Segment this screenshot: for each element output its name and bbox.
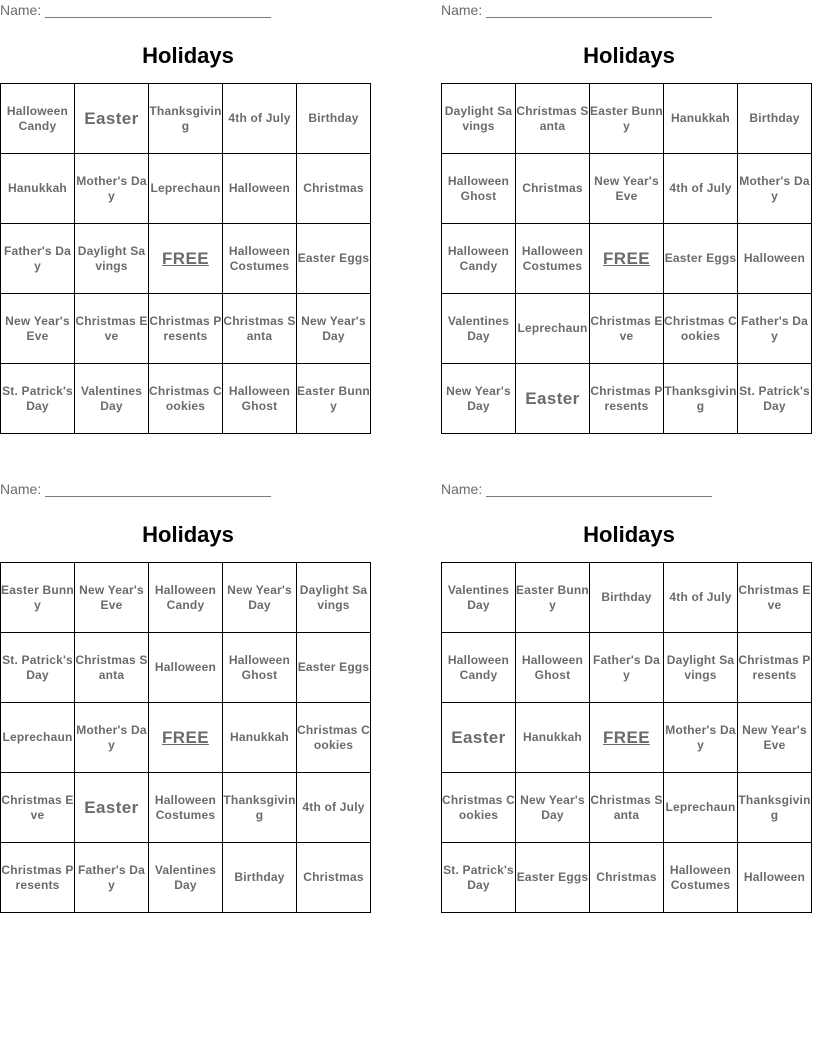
free-space: FREE (590, 224, 664, 294)
bingo-cell: Hanukkah (664, 84, 738, 154)
bingo-cell: New Year's Eve (75, 563, 149, 633)
bingo-cell: New Year's Day (297, 294, 371, 364)
bingo-cell: Valentines Day (442, 294, 516, 364)
bingo-cell: Valentines Day (75, 364, 149, 434)
bingo-cell: Mother's Day (75, 703, 149, 773)
bingo-cell: Easter Bunny (590, 84, 664, 154)
bingo-cell: Thanksgiving (664, 364, 738, 434)
bingo-cell: Halloween (149, 633, 223, 703)
bingo-cell: Christmas (590, 843, 664, 913)
bingo-cell: Christmas (297, 154, 371, 224)
bingo-cell: 4th of July (297, 773, 371, 843)
bingo-cell: Easter Eggs (516, 843, 590, 913)
bingo-cell: Thanksgiving (149, 84, 223, 154)
bingo-cell: Halloween Costumes (516, 224, 590, 294)
bingo-cell: Christmas Cookies (442, 773, 516, 843)
bingo-cell: Halloween Ghost (516, 633, 590, 703)
bingo-cell: Christmas Eve (1, 773, 75, 843)
bingo-cell: 4th of July (223, 84, 297, 154)
bingo-cell: Mother's Day (75, 154, 149, 224)
bingo-cell: Birthday (738, 84, 812, 154)
bingo-cell: Christmas Eve (75, 294, 149, 364)
bingo-cell: Easter Eggs (297, 224, 371, 294)
bingo-cell: St. Patrick's Day (1, 633, 75, 703)
bingo-cell: Leprechaun (1, 703, 75, 773)
bingo-cell: Halloween Costumes (664, 843, 738, 913)
name-line[interactable]: Name: _____________________________ (0, 481, 271, 497)
bingo-cell: New Year's Eve (1, 294, 75, 364)
bingo-cell: Halloween (738, 224, 812, 294)
bingo-cell: Daylight Savings (297, 563, 371, 633)
free-space: FREE (149, 703, 223, 773)
bingo-cell: Christmas Presents (149, 294, 223, 364)
bingo-cell: Easter (75, 84, 149, 154)
name-line[interactable]: Name: _____________________________ (441, 481, 712, 497)
bingo-grid (441, 83, 812, 434)
bingo-cell: Father's Day (1, 224, 75, 294)
card-title: Holidays (142, 522, 234, 547)
bingo-cell: New Year's Day (223, 563, 297, 633)
bingo-cell: Halloween Candy (442, 633, 516, 703)
bingo-cell: Thanksgiving (223, 773, 297, 843)
bingo-cell: Christmas Cookies (664, 294, 738, 364)
bingo-cell: New Year's Day (516, 773, 590, 843)
bingo-cell: Easter (75, 773, 149, 843)
bingo-cell: Christmas Presents (1, 843, 75, 913)
bingo-cell: Christmas Eve (738, 563, 812, 633)
bingo-cell: Mother's Day (738, 154, 812, 224)
bingo-cell: Father's Day (75, 843, 149, 913)
bingo-cell: Christmas Presents (738, 633, 812, 703)
bingo-cell: Halloween Ghost (223, 364, 297, 434)
bingo-cell: Leprechaun (149, 154, 223, 224)
bingo-cell: Halloween Ghost (442, 154, 516, 224)
bingo-cell: St. Patrick's Day (442, 843, 516, 913)
bingo-cell: Christmas Eve (590, 294, 664, 364)
bingo-cell: Easter Eggs (297, 633, 371, 703)
bingo-cell: Halloween Candy (149, 563, 223, 633)
bingo-cell: Christmas Cookies (297, 703, 371, 773)
bingo-cell: Hanukkah (1, 154, 75, 224)
bingo-cell: New Year's Eve (590, 154, 664, 224)
bingo-grid (0, 562, 371, 913)
bingo-cell: New Year's Eve (738, 703, 812, 773)
bingo-cell: Christmas Santa (590, 773, 664, 843)
bingo-cell: Halloween Candy (1, 84, 75, 154)
bingo-cell: St. Patrick's Day (738, 364, 812, 434)
bingo-cell: Christmas Santa (516, 84, 590, 154)
bingo-cell: Halloween (223, 154, 297, 224)
bingo-cell: Valentines Day (149, 843, 223, 913)
name-line[interactable]: Name: _____________________________ (0, 2, 271, 18)
bingo-cell: Christmas Santa (223, 294, 297, 364)
name-line[interactable]: Name: _____________________________ (441, 2, 712, 18)
bingo-cell: Valentines Day (442, 563, 516, 633)
bingo-cell: Daylight Savings (664, 633, 738, 703)
bingo-cell: Easter Bunny (516, 563, 590, 633)
bingo-cell: Mother's Day (664, 703, 738, 773)
bingo-cell: Halloween Ghost (223, 633, 297, 703)
bingo-cell: Christmas (297, 843, 371, 913)
bingo-cell: Halloween (738, 843, 812, 913)
bingo-cell: Birthday (223, 843, 297, 913)
free-space: FREE (590, 703, 664, 773)
bingo-cell: Father's Day (738, 294, 812, 364)
bingo-cell: Easter (442, 703, 516, 773)
bingo-cell: Christmas Presents (590, 364, 664, 434)
bingo-grid (0, 83, 371, 434)
bingo-cell: Thanksgiving (738, 773, 812, 843)
bingo-cell: Christmas Cookies (149, 364, 223, 434)
bingo-grid (441, 562, 812, 913)
free-space: FREE (149, 224, 223, 294)
bingo-cell: Hanukkah (516, 703, 590, 773)
bingo-cell: 4th of July (664, 563, 738, 633)
bingo-cell: Christmas (516, 154, 590, 224)
bingo-cell: Easter Bunny (1, 563, 75, 633)
bingo-cell: Halloween Candy (442, 224, 516, 294)
bingo-cell: Leprechaun (516, 294, 590, 364)
bingo-cell: Easter (516, 364, 590, 434)
bingo-cell: Birthday (297, 84, 371, 154)
bingo-cell: Halloween Costumes (223, 224, 297, 294)
bingo-cell: New Year's Day (442, 364, 516, 434)
bingo-cell: Halloween Costumes (149, 773, 223, 843)
bingo-cell: Daylight Savings (442, 84, 516, 154)
bingo-cell: Easter Eggs (664, 224, 738, 294)
card-title: Holidays (142, 43, 234, 68)
bingo-cell: 4th of July (664, 154, 738, 224)
card-title: Holidays (583, 522, 675, 547)
card-title: Holidays (583, 43, 675, 68)
bingo-cell: Christmas Santa (75, 633, 149, 703)
bingo-cell: St. Patrick's Day (1, 364, 75, 434)
bingo-cell: Easter Bunny (297, 364, 371, 434)
bingo-cell: Leprechaun (664, 773, 738, 843)
bingo-cell: Hanukkah (223, 703, 297, 773)
bingo-cell: Birthday (590, 563, 664, 633)
bingo-cell: Father's Day (590, 633, 664, 703)
bingo-cell: Daylight Savings (75, 224, 149, 294)
